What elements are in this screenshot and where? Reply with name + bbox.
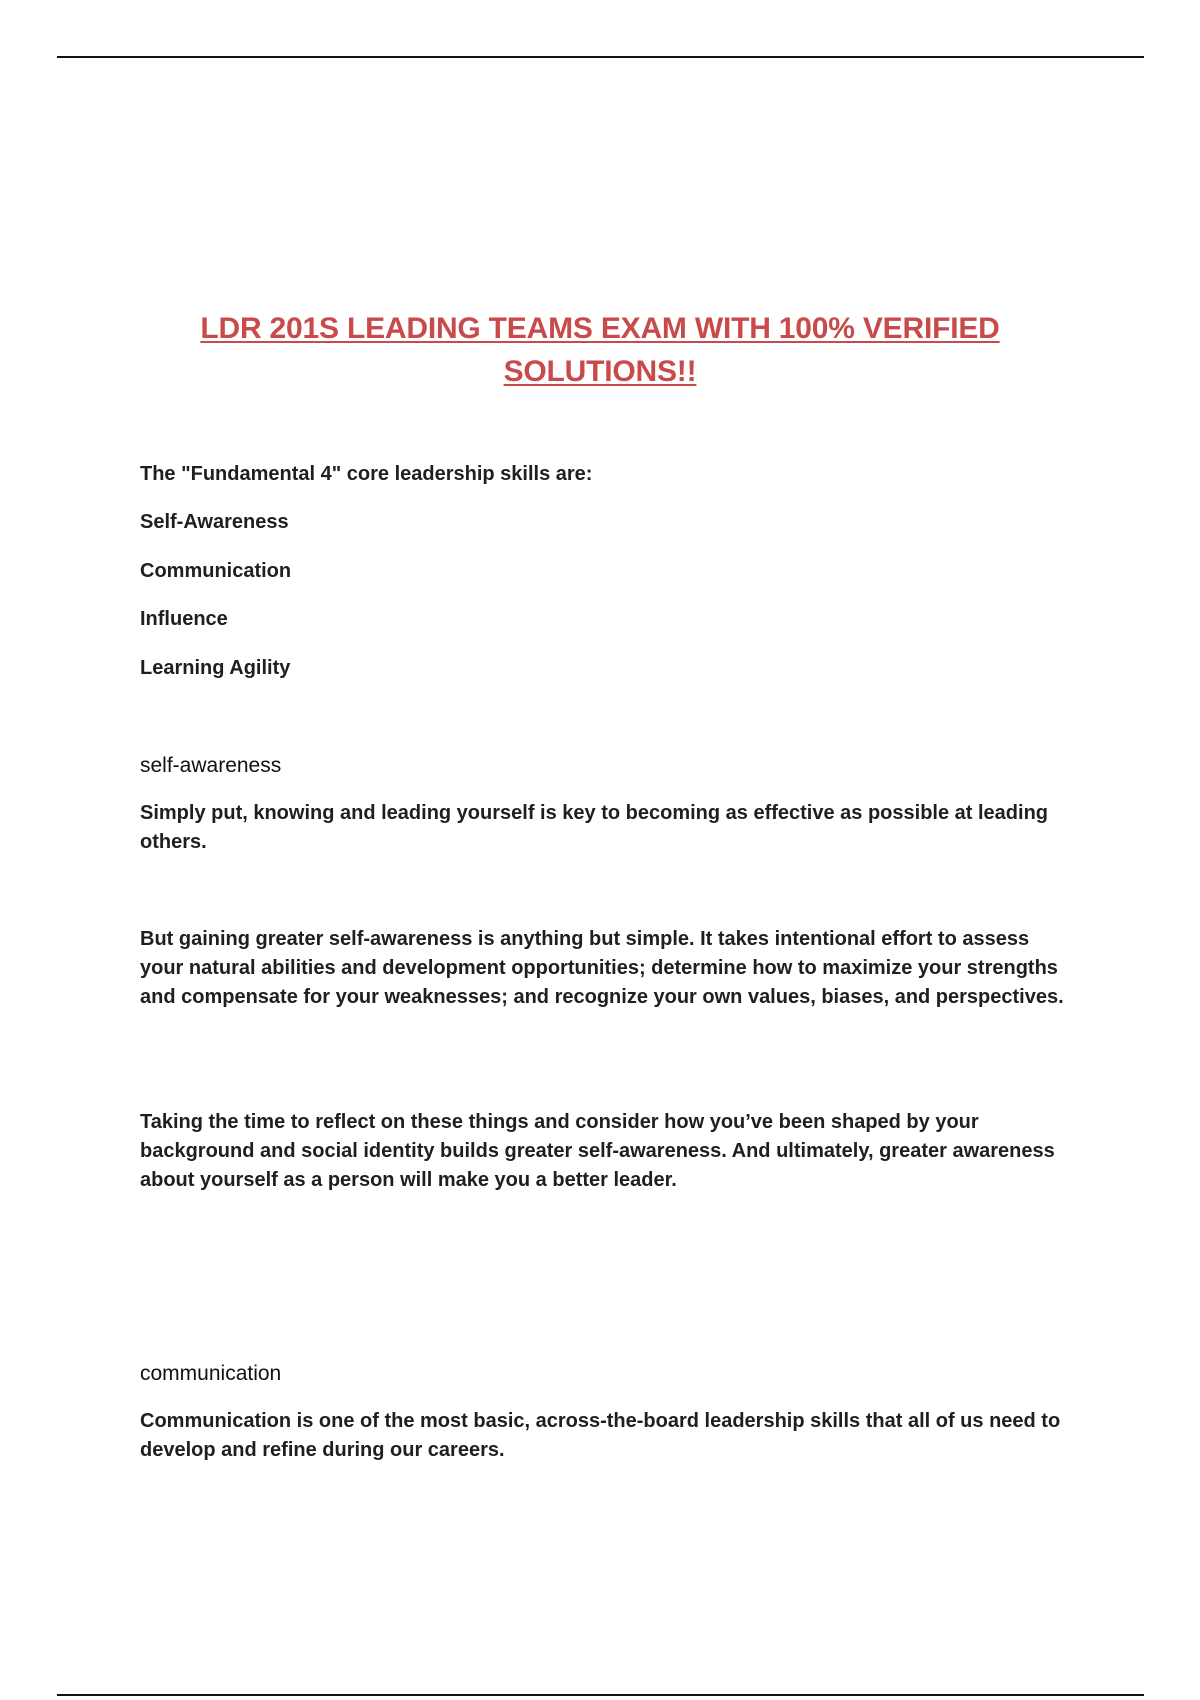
section-paragraph: Taking the time to reflect on these things and consider how you’ve been shaped by your background and social identity builds greater self-awareness. And ultimately, greater awareness about yourself as a person will make you a better leader.	[140, 1111, 1055, 1191]
skill-item: Self-Awareness	[140, 511, 289, 533]
skill-item: Communication	[140, 560, 292, 582]
top-rule	[57, 56, 1144, 58]
section-term: communication	[140, 1362, 282, 1385]
skill-item: Learning Agility	[140, 657, 291, 679]
section-paragraph: But gaining greater self-awareness is anything but simple. It takes intentional effort to assess your natural abilities and development opportunities; determine how to maximize your strengths and compensate for your weaknesses; and recognize your own values, biases, and perspectives.	[140, 928, 1064, 1008]
section-paragraph: Communication is one of the most basic, across-the-board leadership skills that all of us need to develop and refine during our careers.	[140, 1410, 1061, 1461]
skill-item: Influence	[140, 608, 228, 630]
bottom-rule	[57, 1694, 1144, 1696]
section-paragraph: Simply put, knowing and leading yourself is key to becoming as effective as possible at leading others.	[140, 802, 1048, 853]
intro-text: The "Fundamental 4" core leadership skills are:	[140, 463, 593, 485]
document-title: LDR 201S LEADING TEAMS EXAM WITH 100% VERIFIED SOLUTIONS!!	[200, 312, 1000, 388]
section-term: self-awareness	[140, 754, 282, 777]
